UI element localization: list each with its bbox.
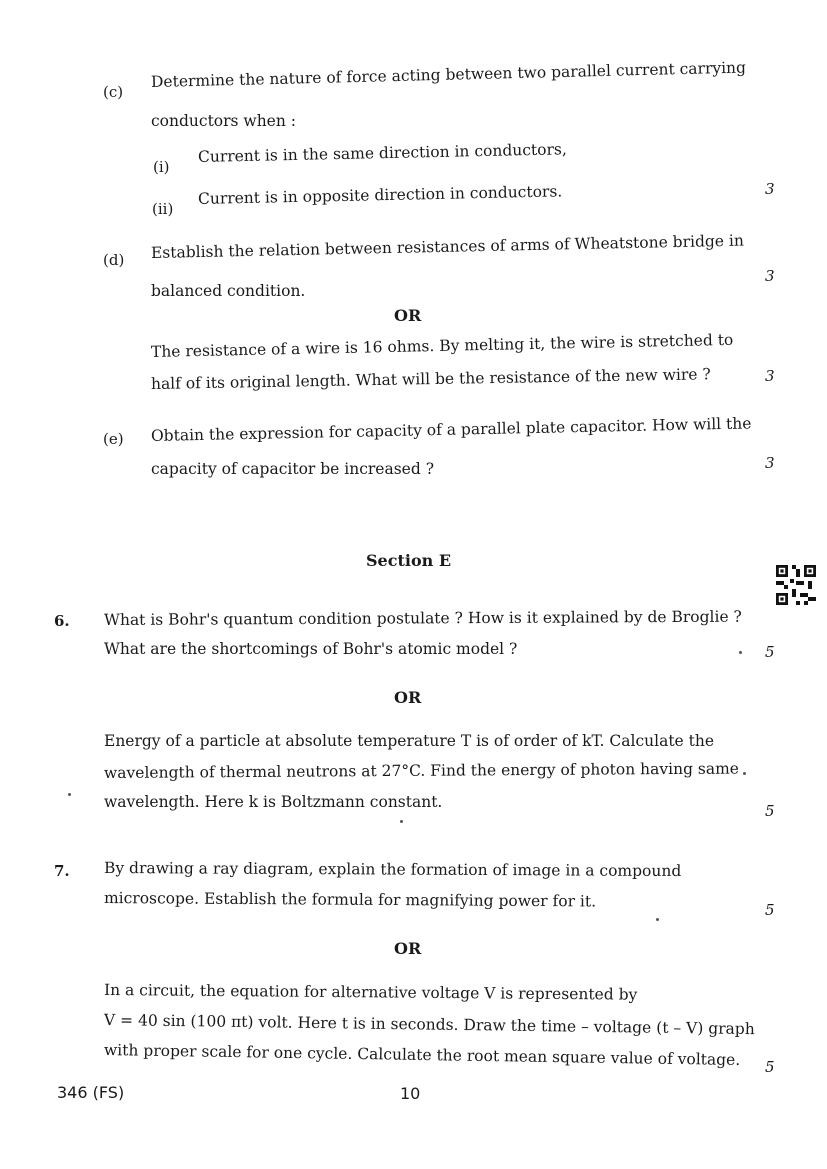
q6-number: 6. <box>54 612 70 630</box>
q5c-sub2-label: (ii) <box>152 200 174 218</box>
scan-speck <box>656 918 659 921</box>
footer-page-number: 10 <box>400 1084 421 1103</box>
q5c-sub1-label: (i) <box>153 158 170 176</box>
q5d-alt-marks: 3 <box>765 367 775 385</box>
q6-alt-line3: wavelength. Here k is Boltzmann constant. <box>104 793 443 811</box>
q5e-label: (e) <box>103 430 124 448</box>
q7-or: OR <box>394 939 422 958</box>
scan-speck <box>68 793 71 796</box>
q5d-text-line1: Establish the relation between resistances of arms of Wheatstone bridge in <box>150 231 745 262</box>
q5d-marks: 3 <box>765 267 775 285</box>
scan-speck <box>739 651 742 654</box>
q5d-alt-line1: The resistance of a wire is 16 ohms. By melting it, the wire is stretched to <box>150 330 734 361</box>
q5e-text-line2: capacity of capacitor be increased ? <box>151 460 435 478</box>
q7-text-line1: By drawing a ray diagram, explain the formation of image in a compound <box>103 859 682 881</box>
q5e-marks: 3 <box>765 454 775 472</box>
q6-alt-line2: wavelength of thermal neutrons at 27°C. Find the energy of photon having same <box>103 759 740 782</box>
q5c-label: (c) <box>103 83 124 101</box>
q5c-sub1-text: Current is in the same direction in conductors, <box>197 140 567 166</box>
q7-alt-line3: with proper scale for one cycle. Calculate the root mean square value of voltage. <box>103 1041 741 1069</box>
section-title: Section E <box>366 551 452 570</box>
q6-text-line1: What is Bohr's quantum condition postulate ? How is it explained by de Broglie ? <box>103 607 742 629</box>
q6-text-line2: What are the shortcomings of Bohr's atomic model ? <box>104 640 518 658</box>
q5c-marks: 3 <box>765 180 775 198</box>
q5c-text-line2: conductors when : <box>151 112 296 130</box>
q5d-alt-line2: half of its original length. What will be the resistance of the new wire ? <box>150 365 711 393</box>
q6-marks: 5 <box>765 643 775 661</box>
scan-speck <box>400 820 403 823</box>
q7-alt-line2: V = 40 sin (100 πt) volt. Here t is in seconds. Draw the time – voltage (t – V) graph <box>103 1011 755 1039</box>
q6-alt-line1: Energy of a particle at absolute temperature T is of order of kT. Calculate the <box>104 732 715 750</box>
q7-number: 7. <box>54 862 70 880</box>
q5d-text-line2: balanced condition. <box>151 282 306 300</box>
scan-speck <box>743 772 746 775</box>
q5c-sub2-text: Current is in opposite direction in conductors. <box>197 182 563 208</box>
q5c-text-line1: Determine the nature of force acting between two parallel current carrying <box>150 58 747 91</box>
q6-or: OR <box>394 688 422 707</box>
q7-marks: 5 <box>765 901 775 919</box>
q6-alt-marks: 5 <box>765 802 775 820</box>
q5d-or: OR <box>394 306 422 325</box>
footer-paper-code: 346 (FS) <box>57 1083 125 1102</box>
qr-code-icon <box>776 565 816 605</box>
q7-alt-line1: In a circuit, the equation for alternative voltage V is represented by <box>103 981 638 1004</box>
q5d-label: (d) <box>103 251 125 269</box>
q7-text-line2: microscope. Establish the formula for magnifying power for it. <box>103 889 597 911</box>
q5e-text-line1: Obtain the expression for capacity of a parallel plate capacitor. How will the <box>150 414 752 445</box>
q7-alt-marks: 5 <box>765 1058 775 1076</box>
